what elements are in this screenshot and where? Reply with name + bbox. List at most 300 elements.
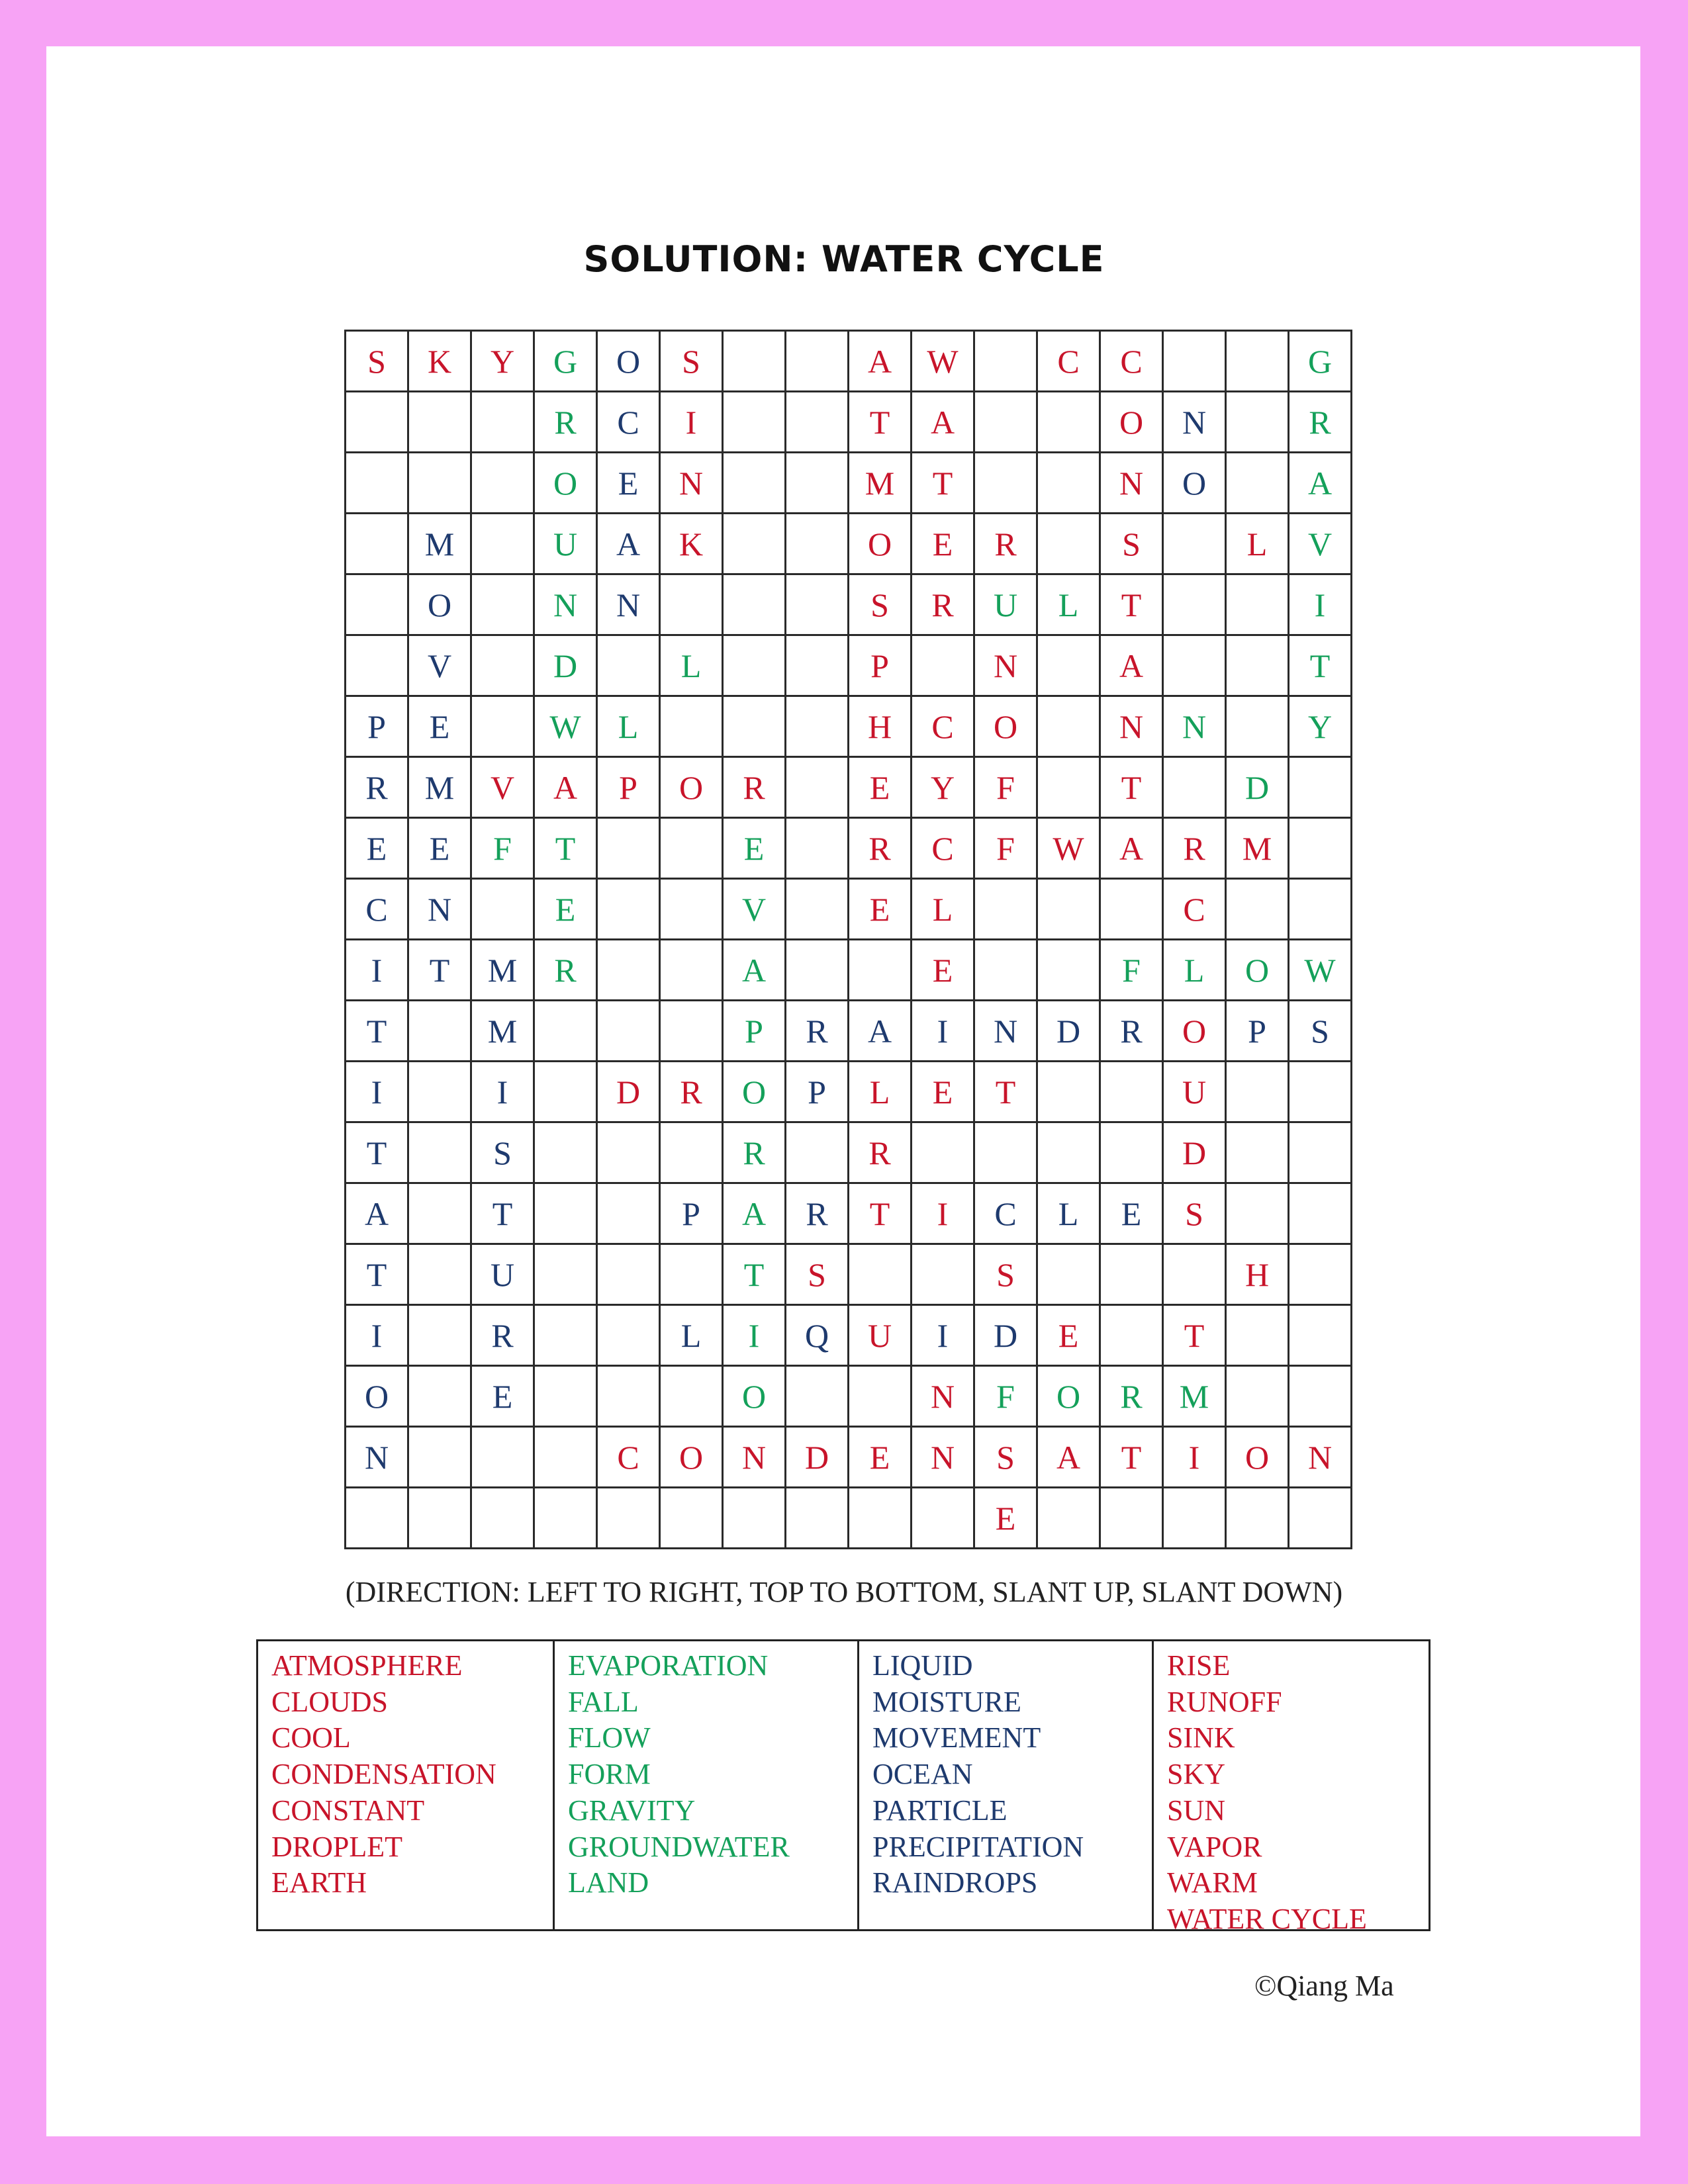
grid-cell (786, 940, 849, 1001)
grid-cell: N (974, 1001, 1037, 1062)
grid-cell (1226, 392, 1289, 453)
grid-cell: M (1163, 1366, 1226, 1427)
grid-cell (1226, 635, 1289, 696)
grid-cell: R (974, 514, 1037, 574)
grid-cell (1037, 757, 1100, 818)
grid-cell: S (786, 1244, 849, 1305)
grid-cell: P (849, 635, 912, 696)
grid-cell (346, 514, 408, 574)
grid-cell: R (660, 1062, 723, 1122)
grid-cell: F (974, 1366, 1037, 1427)
grid-cell (471, 1488, 534, 1549)
grid-cell: P (1226, 1001, 1289, 1062)
grid-cell (723, 514, 786, 574)
grid-cell (1163, 514, 1226, 574)
grid-cell (471, 696, 534, 757)
grid-cell (1226, 1183, 1289, 1244)
word-bank-word: GRAVITY (568, 1794, 696, 1827)
grid-cell (534, 1488, 597, 1549)
grid-cell (597, 940, 660, 1001)
grid-cell (597, 818, 660, 879)
grid-cell: C (346, 879, 408, 940)
grid-cell (849, 940, 912, 1001)
grid-cell (1037, 1062, 1100, 1122)
grid-cell: L (660, 635, 723, 696)
grid-cell: I (912, 1305, 974, 1366)
grid-cell: F (471, 818, 534, 879)
grid-cell: N (912, 1366, 974, 1427)
grid-cell: N (1289, 1427, 1352, 1488)
word-bank-word: VAPOR (1167, 1830, 1262, 1863)
grid-cell: A (1037, 1427, 1100, 1488)
grid-cell (1100, 1488, 1163, 1549)
grid-cell (1037, 1488, 1100, 1549)
grid-cell (597, 1305, 660, 1366)
grid-cell: T (1289, 635, 1352, 696)
word-bank-column (553, 1641, 857, 1929)
grid-cell: N (1163, 392, 1226, 453)
word-bank-word: SUN (1167, 1794, 1226, 1827)
grid-row (346, 1488, 1352, 1549)
grid-cell (974, 392, 1037, 453)
grid-cell: S (849, 574, 912, 635)
grid-cell (346, 574, 408, 635)
grid-cell (723, 574, 786, 635)
grid-cell: N (408, 879, 471, 940)
grid-cell: D (1226, 757, 1289, 818)
grid-cell: N (912, 1427, 974, 1488)
grid-cell: R (346, 757, 408, 818)
grid-cell: S (1100, 514, 1163, 574)
grid-cell: A (534, 757, 597, 818)
grid-cell (597, 1244, 660, 1305)
grid-cell: A (346, 1183, 408, 1244)
word-bank-word: CLOUDS (271, 1685, 389, 1718)
grid-cell (786, 574, 849, 635)
grid-cell: E (723, 818, 786, 879)
grid-cell (786, 879, 849, 940)
grid-cell: E (912, 940, 974, 1001)
grid-cell: F (1100, 940, 1163, 1001)
grid-cell: W (534, 696, 597, 757)
grid-cell: O (1100, 392, 1163, 453)
grid-cell: W (1289, 940, 1352, 1001)
grid-cell: A (1100, 818, 1163, 879)
grid-cell: P (723, 1001, 786, 1062)
grid-cell (1226, 1122, 1289, 1183)
grid-cell (408, 1427, 471, 1488)
grid-cell (471, 392, 534, 453)
grid-cell: R (723, 757, 786, 818)
grid-cell: R (534, 940, 597, 1001)
grid-cell: W (912, 331, 974, 392)
grid-cell (346, 1488, 408, 1549)
grid-cell: R (471, 1305, 534, 1366)
grid-cell (1037, 940, 1100, 1001)
grid-cell (1037, 514, 1100, 574)
grid-cell: I (660, 392, 723, 453)
grid-cell (786, 331, 849, 392)
grid-cell: Y (1289, 696, 1352, 757)
grid-cell (723, 635, 786, 696)
grid-cell (408, 1122, 471, 1183)
grid-cell: M (471, 1001, 534, 1062)
grid-cell: E (597, 453, 660, 514)
grid-cell (408, 1488, 471, 1549)
grid-cell: T (1163, 1305, 1226, 1366)
word-bank-word: EVAPORATION (568, 1649, 769, 1682)
grid-cell: E (849, 1427, 912, 1488)
grid-cell: S (660, 331, 723, 392)
word-bank-word: SKY (1167, 1758, 1226, 1791)
grid-cell: L (849, 1062, 912, 1122)
grid-cell: T (912, 453, 974, 514)
grid-cell: M (1226, 818, 1289, 879)
grid-cell (912, 635, 974, 696)
grid-cell: E (1100, 1183, 1163, 1244)
grid-cell: R (912, 574, 974, 635)
grid-cell: I (1289, 574, 1352, 635)
grid-cell (723, 696, 786, 757)
grid-cell: V (723, 879, 786, 940)
grid-cell: S (974, 1244, 1037, 1305)
grid-cell: O (1163, 1001, 1226, 1062)
grid-cell: E (912, 514, 974, 574)
grid-cell: M (471, 940, 534, 1001)
word-bank-word: RAINDROPS (872, 1866, 1038, 1899)
grid-cell: Y (912, 757, 974, 818)
word-bank-word: GROUNDWATER (568, 1830, 790, 1863)
grid-cell (597, 635, 660, 696)
word-bank (256, 1639, 1430, 1935)
grid-cell (346, 453, 408, 514)
word-bank-word: RISE (1167, 1649, 1231, 1682)
grid-cell: E (534, 879, 597, 940)
directions-text: (DIRECTION: LEFT TO RIGHT, TOP TO BOTTOM, SLANT UP, SLANT DOWN) (345, 1576, 1343, 1608)
grid-cell (1100, 1244, 1163, 1305)
grid-cell (849, 1488, 912, 1549)
grid-cell (974, 940, 1037, 1001)
grid-cell (786, 392, 849, 453)
grid-row (346, 1122, 1352, 1183)
grid-cell: D (597, 1062, 660, 1122)
grid-cell (534, 1062, 597, 1122)
grid-cell (660, 1122, 723, 1183)
grid-row (346, 635, 1352, 696)
grid-cell: R (849, 818, 912, 879)
grid-row (346, 1305, 1352, 1366)
grid-cell: O (723, 1062, 786, 1122)
grid-cell: V (471, 757, 534, 818)
grid-cell: I (723, 1305, 786, 1366)
word-bank-word: FALL (568, 1685, 639, 1718)
grid-cell (786, 696, 849, 757)
grid-cell (660, 1488, 723, 1549)
grid-cell (1226, 1366, 1289, 1427)
grid-cell: N (1100, 453, 1163, 514)
grid-cell: C (1037, 331, 1100, 392)
grid-cell: O (1037, 1366, 1100, 1427)
grid-cell (1289, 757, 1352, 818)
grid-cell (1163, 574, 1226, 635)
grid-cell (723, 392, 786, 453)
grid-cell: D (786, 1427, 849, 1488)
grid-row (346, 1183, 1352, 1244)
word-bank-word: FORM (568, 1758, 651, 1791)
grid-cell (1289, 1244, 1352, 1305)
grid-cell: L (912, 879, 974, 940)
grid-cell: C (1100, 331, 1163, 392)
grid-cell (471, 635, 534, 696)
grid-cell (1289, 1183, 1352, 1244)
grid-cell: T (1100, 1427, 1163, 1488)
grid-cell: G (534, 331, 597, 392)
grid-cell (471, 574, 534, 635)
grid-cell: Y (471, 331, 534, 392)
grid-cell: I (912, 1183, 974, 1244)
grid-cell (534, 1305, 597, 1366)
grid-cell (471, 879, 534, 940)
grid-row (346, 818, 1352, 879)
word-bank-column (258, 1641, 553, 1929)
grid-cell (660, 1244, 723, 1305)
word-bank-word: COOL (271, 1721, 351, 1754)
grid-cell (1037, 453, 1100, 514)
grid-cell (471, 453, 534, 514)
grid-cell (786, 1122, 849, 1183)
word-bank-word: FLOW (568, 1721, 651, 1754)
grid-cell: T (1100, 757, 1163, 818)
grid-cell (912, 1488, 974, 1549)
word-bank-column (1152, 1641, 1432, 1935)
grid-cell: O (346, 1366, 408, 1427)
grid-cell: V (408, 635, 471, 696)
word-bank-word: CONDENSATION (271, 1758, 496, 1791)
word-bank-column (857, 1641, 1152, 1929)
grid-cell (849, 1366, 912, 1427)
grid-row (346, 1244, 1352, 1305)
grid-cell: A (1100, 635, 1163, 696)
grid-row (346, 514, 1352, 574)
grid-cell: P (597, 757, 660, 818)
grid-cell: O (1226, 940, 1289, 1001)
grid-cell (1163, 635, 1226, 696)
grid-cell (723, 331, 786, 392)
grid-cell (597, 1001, 660, 1062)
grid-cell (408, 1366, 471, 1427)
grid-cell (1163, 757, 1226, 818)
grid-row (346, 1427, 1352, 1488)
grid-cell (660, 1366, 723, 1427)
grid-cell: C (597, 392, 660, 453)
grid-cell (597, 1183, 660, 1244)
grid-cell (1289, 879, 1352, 940)
grid-row (346, 1062, 1352, 1122)
grid-cell: T (849, 392, 912, 453)
grid-cell: C (1163, 879, 1226, 940)
grid-cell (408, 1305, 471, 1366)
grid-cell: U (849, 1305, 912, 1366)
grid-cell (1163, 1244, 1226, 1305)
grid-cell (1037, 879, 1100, 940)
grid-cell: O (534, 453, 597, 514)
grid-cell: A (849, 1001, 912, 1062)
grid-cell: E (346, 818, 408, 879)
word-bank-word: DROPLET (271, 1830, 402, 1863)
grid-cell: T (346, 1122, 408, 1183)
grid-cell: N (1100, 696, 1163, 757)
grid-cell: I (346, 940, 408, 1001)
grid-cell: T (1100, 574, 1163, 635)
grid-cell: P (786, 1062, 849, 1122)
grid-cell: L (1037, 574, 1100, 635)
grid-cell (534, 1366, 597, 1427)
grid-cell: S (974, 1427, 1037, 1488)
grid-cell (534, 1183, 597, 1244)
grid-cell: C (912, 818, 974, 879)
grid-cell (786, 514, 849, 574)
grid-cell (660, 940, 723, 1001)
grid-cell: S (471, 1122, 534, 1183)
grid-cell (1100, 879, 1163, 940)
grid-cell: O (660, 1427, 723, 1488)
grid-cell: G (1289, 331, 1352, 392)
word-search-grid (344, 330, 1352, 1549)
grid-cell: E (408, 696, 471, 757)
grid-cell: O (849, 514, 912, 574)
grid-row (346, 696, 1352, 757)
grid-cell: E (1037, 1305, 1100, 1366)
grid-cell: F (974, 757, 1037, 818)
copyright-notice: ©Qiang Ma (1254, 1970, 1394, 2002)
grid-row (346, 574, 1352, 635)
grid-cell (660, 1001, 723, 1062)
grid-cell: L (1037, 1183, 1100, 1244)
grid-cell: N (1163, 696, 1226, 757)
grid-cell (974, 331, 1037, 392)
grid-cell (1226, 574, 1289, 635)
grid-cell (723, 453, 786, 514)
grid-cell: S (1289, 1001, 1352, 1062)
grid-cell (660, 574, 723, 635)
grid-row (346, 1001, 1352, 1062)
grid-cell: M (408, 514, 471, 574)
grid-cell: N (346, 1427, 408, 1488)
grid-cell (786, 818, 849, 879)
grid-row (346, 392, 1352, 453)
grid-cell: U (974, 574, 1037, 635)
grid-cell (346, 635, 408, 696)
grid-cell (660, 818, 723, 879)
word-bank-word: MOISTURE (872, 1685, 1021, 1718)
grid-cell: R (1289, 392, 1352, 453)
grid-cell: I (1163, 1427, 1226, 1488)
grid-cell: D (1037, 1001, 1100, 1062)
grid-cell: I (346, 1062, 408, 1122)
grid-cell (408, 1062, 471, 1122)
grid-cell: E (408, 818, 471, 879)
grid-cell: I (471, 1062, 534, 1122)
grid-cell: E (471, 1366, 534, 1427)
grid-cell: C (597, 1427, 660, 1488)
grid-cell: O (597, 331, 660, 392)
grid-cell (849, 1244, 912, 1305)
word-bank-word: PARTICLE (872, 1794, 1008, 1827)
grid-cell (660, 879, 723, 940)
grid-cell: R (1100, 1366, 1163, 1427)
grid-cell: P (346, 696, 408, 757)
grid-cell: T (723, 1244, 786, 1305)
grid-cell: T (408, 940, 471, 1001)
grid-cell: K (408, 331, 471, 392)
grid-cell (1289, 1305, 1352, 1366)
grid-cell (534, 1001, 597, 1062)
grid-cell (346, 392, 408, 453)
grid-row (346, 453, 1352, 514)
grid-cell (1226, 879, 1289, 940)
grid-cell: T (471, 1183, 534, 1244)
grid-cell: A (912, 392, 974, 453)
grid-cell (471, 1427, 534, 1488)
grid-row (346, 331, 1352, 392)
grid-cell: N (660, 453, 723, 514)
grid-cell: R (1163, 818, 1226, 879)
grid-row (346, 757, 1352, 818)
grid-cell: T (346, 1244, 408, 1305)
grid-cell: A (1289, 453, 1352, 514)
grid-cell (534, 1122, 597, 1183)
word-bank-word: ATMOSPHERE (271, 1649, 463, 1682)
grid-cell: M (408, 757, 471, 818)
grid-cell (1289, 1488, 1352, 1549)
grid-cell (1226, 1488, 1289, 1549)
grid-cell: A (723, 1183, 786, 1244)
grid-cell: S (1163, 1183, 1226, 1244)
grid-cell (1037, 1244, 1100, 1305)
grid-cell (597, 1366, 660, 1427)
grid-cell (723, 1488, 786, 1549)
grid-cell: L (597, 696, 660, 757)
grid-cell: R (723, 1122, 786, 1183)
grid-cell: T (534, 818, 597, 879)
grid-cell: E (849, 757, 912, 818)
grid-cell: R (1100, 1001, 1163, 1062)
grid-cell (912, 1122, 974, 1183)
grid-cell (1037, 392, 1100, 453)
grid-cell: E (849, 879, 912, 940)
word-bank-word: WATER CYCLE (1167, 1902, 1367, 1935)
word-bank-word: OCEAN (872, 1758, 973, 1791)
grid-cell (534, 1427, 597, 1488)
grid-cell: A (597, 514, 660, 574)
grid-cell: D (974, 1305, 1037, 1366)
word-bank-word: LAND (568, 1866, 649, 1899)
grid-cell (1100, 1305, 1163, 1366)
grid-cell (786, 1488, 849, 1549)
grid-cell: R (849, 1122, 912, 1183)
grid-cell: T (346, 1001, 408, 1062)
grid-cell (1163, 1488, 1226, 1549)
grid-cell: C (912, 696, 974, 757)
grid-row (346, 1366, 1352, 1427)
grid-cell (1037, 1122, 1100, 1183)
grid-cell: E (912, 1062, 974, 1122)
grid-cell: S (346, 331, 408, 392)
grid-cell (786, 757, 849, 818)
grid-cell (786, 453, 849, 514)
grid-cell: H (1226, 1244, 1289, 1305)
grid-cell (1037, 635, 1100, 696)
